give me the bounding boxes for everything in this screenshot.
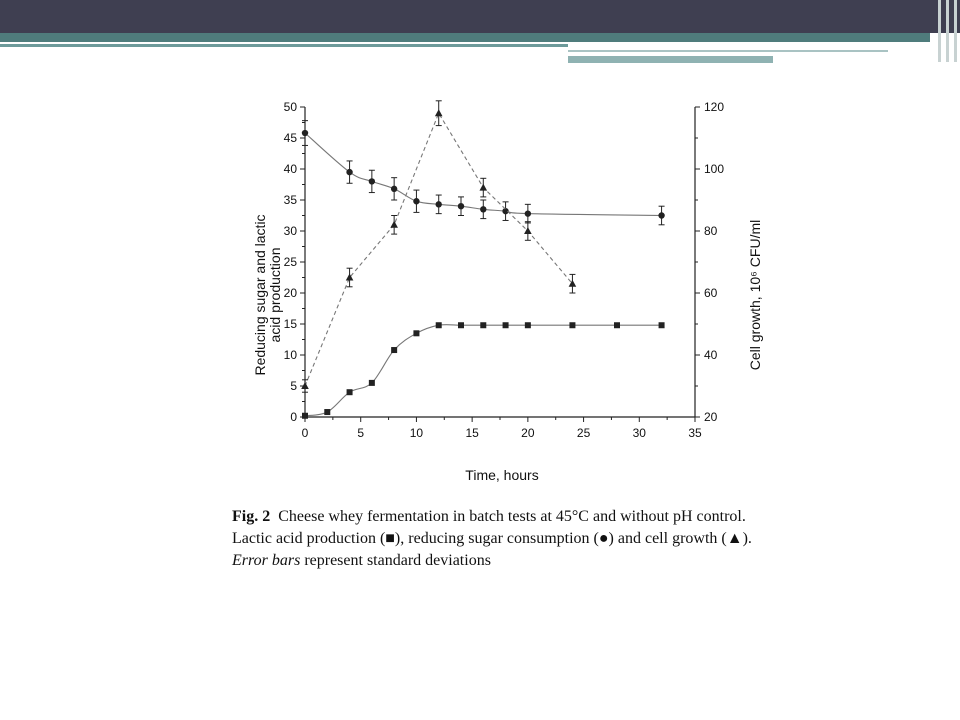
caption-italic-text: Error bars [232,552,301,569]
sugar-point [302,130,308,136]
y-right-tick-label: 80 [704,224,718,238]
y-left-tick-label: 15 [283,317,297,331]
decor-bar-1 [938,0,941,62]
sugar-point [458,203,464,209]
lactic-acid-point [347,389,353,395]
y-left-tick-label: 40 [283,162,297,176]
caption-figure-label: Fig. 2 [232,508,271,525]
lactic-acid-point [569,322,575,328]
lactic-acid-point [480,322,486,328]
plot-area [284,100,725,440]
x-tick-label: 10 [409,426,424,440]
y-right-tick-label: 40 [704,348,718,362]
sugar-point [391,186,397,192]
x-tick-label: 20 [521,426,535,440]
y-right-tick-label: 20 [704,410,718,424]
y-left-tick-label: 25 [283,255,297,269]
lactic-acid-point [614,322,620,328]
y-left-tick-label: 45 [283,131,297,145]
lactic-acid-point [458,322,464,328]
triangle-series-line [305,113,572,386]
y-right-tick-label: 120 [704,100,725,114]
lactic-acid-point [391,347,397,353]
lactic-acid-point [302,413,308,419]
x-tick-label: 30 [632,426,646,440]
decor-bar-2 [946,0,949,62]
cell-growth-point [390,221,398,228]
y-left-tick-label: 0 [290,410,297,424]
accent-rule [568,56,773,63]
figure-caption [232,506,767,572]
lactic-acid-point [413,330,419,336]
title-bar-band [0,0,960,33]
sugar-point [480,206,486,212]
y-left-tick-label: 5 [290,379,297,393]
x-axis-label: Time, hours [465,467,539,483]
lactic-acid-point [324,409,330,415]
lactic-acid-point [659,322,665,328]
x-tick-label: 0 [301,426,309,440]
lactic-acid-point [369,380,375,386]
accent-band [0,33,930,42]
cell-growth-point [479,184,487,191]
sugar-point [525,210,531,216]
y-left-tick-label: 20 [283,286,297,300]
x-tick-label: 35 [688,426,702,440]
cell-growth-point [435,109,443,116]
y-left-tick-label: 30 [283,224,297,238]
x-tick-label: 5 [357,426,365,440]
y-axis-right-label: Cell growth, 10⁶ CFU/ml [747,219,763,371]
x-tick-label: 15 [465,426,479,440]
sugar-point [436,201,442,207]
accent-rule-thin [568,50,888,52]
y-right-tick-label: 60 [704,286,718,300]
fermentation-chart [225,95,763,495]
sugar-point [346,169,352,175]
lactic-acid-point [503,322,509,328]
y-right-tick-label: 100 [704,162,725,176]
caption-text: Cheese whey fermentation in batch tests at 45°C and without pH control. Lactic acid production (■), reducing sugar consumption (●) and cell growth (▲). [232,508,752,547]
sugar-point [413,198,419,204]
accent-line [0,44,568,47]
y-left-tick-label: 50 [283,100,297,114]
sugar-point [369,178,375,184]
square-series-line [305,325,662,416]
lactic-acid-point [436,322,442,328]
y-left-tick-label: 10 [283,348,297,362]
caption-text-end: represent standard deviations [304,552,491,569]
y-left-tick-label: 35 [283,193,297,207]
decor-bar-3 [954,0,957,62]
lactic-acid-point [525,322,531,328]
sugar-point [658,212,664,218]
y-axis-left-label: Reducing sugar and lacticacid production [252,214,283,376]
x-tick-label: 25 [576,426,591,440]
